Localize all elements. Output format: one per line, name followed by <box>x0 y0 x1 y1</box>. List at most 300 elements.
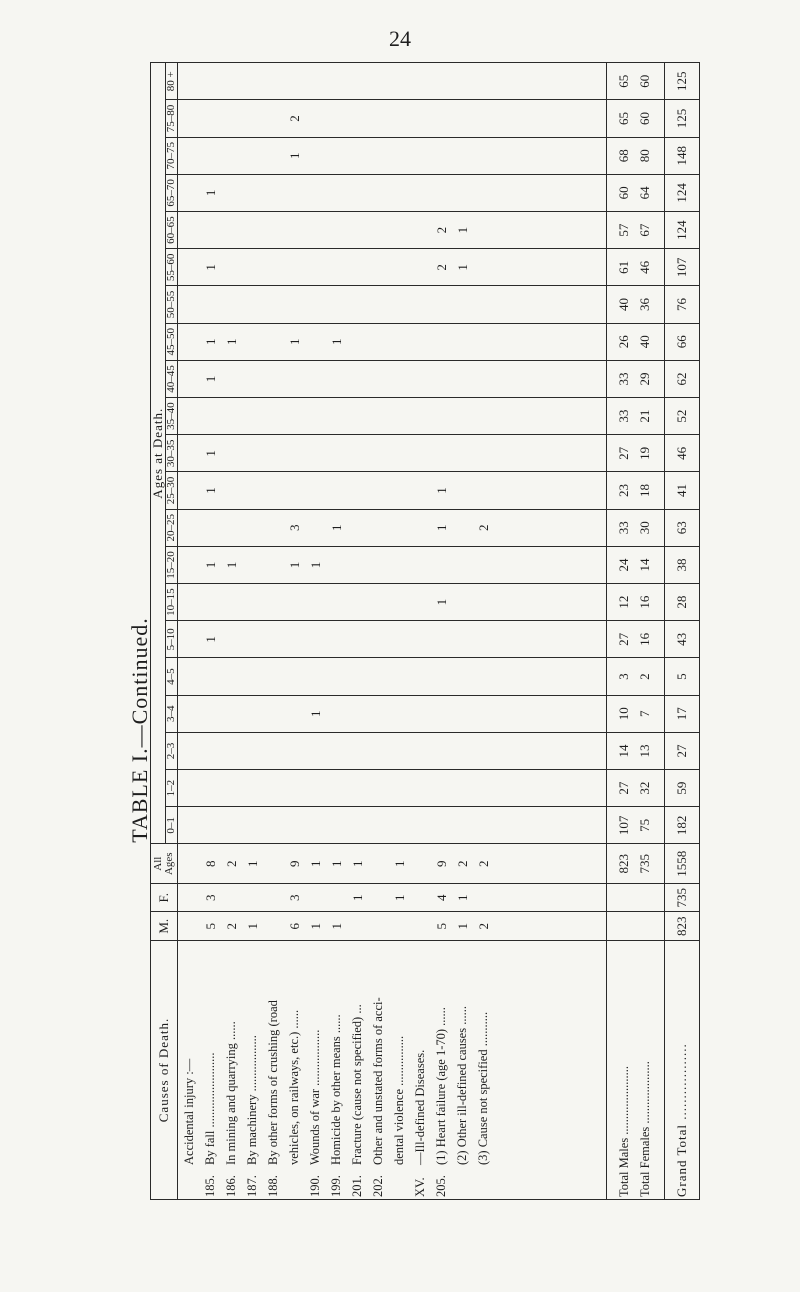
total-females-age: 16 <box>637 632 653 646</box>
age-count <box>409 437 430 469</box>
grand-total-m: 823 <box>665 912 700 941</box>
cause-row <box>472 943 493 1197</box>
age-count <box>241 400 262 432</box>
age-group-header: 80 + <box>165 63 178 100</box>
age-count <box>199 140 220 172</box>
age-count <box>430 288 451 320</box>
age-count <box>262 660 283 692</box>
total-males-age: 40 <box>616 298 632 312</box>
age-count <box>346 474 367 506</box>
age-count: 1 <box>287 561 303 569</box>
age-count <box>367 177 388 209</box>
total-age-cell <box>606 63 664 100</box>
all-ages-count: 1 <box>392 860 408 867</box>
total-males-age: 65 <box>616 112 632 126</box>
age-column-cell <box>178 509 607 546</box>
age-count <box>304 65 325 97</box>
all-ages-count: 1 <box>329 860 345 867</box>
age-column-cell <box>178 286 607 323</box>
age-count <box>388 214 409 246</box>
age-count <box>199 809 220 841</box>
age-count <box>220 102 241 134</box>
age-column-cell <box>178 546 607 583</box>
age-count <box>346 251 367 283</box>
cause-text: Other and unstated forms of acci- <box>371 997 386 1165</box>
age-group-header: 45–50 <box>165 323 178 360</box>
age-count <box>472 326 493 358</box>
age-count <box>220 660 241 692</box>
age-count <box>451 772 472 804</box>
female-count <box>220 886 241 910</box>
age-count <box>367 549 388 581</box>
age-count <box>220 735 241 767</box>
cause-code: 202. <box>371 1175 386 1197</box>
age-count: 1 <box>434 598 450 606</box>
age-count <box>388 102 409 134</box>
age-count <box>262 735 283 767</box>
total-age-cell <box>606 435 664 472</box>
age-count <box>472 363 493 395</box>
age-count <box>472 735 493 767</box>
grand-total-label: Grand Total .................. <box>665 941 700 1200</box>
total-age-cell <box>606 807 664 844</box>
age-column-cell <box>178 137 607 174</box>
age-count: 1 <box>287 152 303 159</box>
age-count <box>241 65 262 97</box>
age-count <box>409 177 430 209</box>
age-count: 1 <box>455 264 471 271</box>
age-count <box>388 65 409 97</box>
age-count <box>304 474 325 506</box>
age-count <box>472 698 493 730</box>
female-count: 4 <box>434 894 450 901</box>
age-count: 2 <box>476 524 492 531</box>
age-count <box>472 549 493 581</box>
age-count <box>346 623 367 655</box>
age-count <box>346 140 367 172</box>
grand-total-age: 125 <box>665 63 700 100</box>
age-count <box>367 772 388 804</box>
age-count <box>409 735 430 767</box>
age-count <box>367 140 388 172</box>
age-count <box>325 549 346 581</box>
age-count <box>451 735 472 767</box>
total-age-cell <box>606 137 664 174</box>
age-count <box>451 809 472 841</box>
age-count <box>304 251 325 283</box>
age-count <box>388 512 409 544</box>
age-count <box>451 363 472 395</box>
total-males-age: 24 <box>616 558 632 572</box>
age-count <box>304 140 325 172</box>
age-count <box>283 214 304 246</box>
age-column-cell <box>178 323 607 360</box>
age-count <box>346 214 367 246</box>
age-count <box>409 698 430 730</box>
age-column-cell <box>178 100 607 137</box>
age-count: 1 <box>434 524 450 531</box>
cause-row <box>178 943 199 1197</box>
female-count <box>262 886 283 910</box>
age-count <box>283 735 304 767</box>
age-count <box>262 102 283 134</box>
age-count <box>199 772 220 804</box>
age-group-header: 60–65 <box>165 212 178 249</box>
totals-labels <box>606 941 664 1200</box>
age-count <box>283 400 304 432</box>
age-count <box>199 735 220 767</box>
age-count <box>346 437 367 469</box>
cause-row <box>325 943 346 1197</box>
total-males-age: 33 <box>616 521 632 535</box>
age-count <box>430 140 451 172</box>
age-count <box>220 437 241 469</box>
cause-row <box>388 943 409 1197</box>
age-group-header: 20–25 <box>165 509 178 546</box>
age-count: 2 <box>287 115 303 122</box>
age-count <box>178 363 199 395</box>
cause-row <box>430 943 451 1197</box>
age-count <box>325 177 346 209</box>
age-count <box>199 288 220 320</box>
age-count <box>262 549 283 581</box>
age-count <box>241 177 262 209</box>
cause-row <box>199 943 220 1197</box>
age-count: 1 <box>434 487 450 494</box>
females-header: F. <box>151 883 178 912</box>
age-count <box>262 288 283 320</box>
total-age-cell <box>606 695 664 732</box>
age-group-header: 65–70 <box>165 174 178 211</box>
age-count <box>199 512 220 544</box>
age-count <box>283 65 304 97</box>
grand-total-all: 1558 <box>665 844 700 884</box>
male-count: 2 <box>476 923 492 930</box>
age-count <box>241 214 262 246</box>
age-count <box>262 363 283 395</box>
total-males-age: 68 <box>616 149 632 163</box>
age-group-header: 10–15 <box>165 584 178 621</box>
cause-code: 190. <box>308 1175 323 1197</box>
cause-text: Fracture (cause not specified) ... <box>350 1004 365 1165</box>
age-column-cell <box>178 435 607 472</box>
page-number: 24 <box>389 26 411 51</box>
age-count <box>304 102 325 134</box>
all-ages-count <box>262 846 283 881</box>
age-count <box>388 288 409 320</box>
age-count <box>388 735 409 767</box>
age-count <box>304 512 325 544</box>
age-count <box>451 512 472 544</box>
ages-at-death-header: Ages at Death. <box>151 63 166 844</box>
grand-total-age: 148 <box>665 137 700 174</box>
age-count <box>241 735 262 767</box>
age-count <box>451 660 472 692</box>
age-count <box>283 586 304 618</box>
age-count <box>304 437 325 469</box>
age-group-header: 75–80 <box>165 100 178 137</box>
male-count <box>262 915 283 939</box>
age-count <box>409 65 430 97</box>
age-count <box>283 623 304 655</box>
female-count <box>367 886 388 910</box>
grand-total-age: 182 <box>665 807 700 844</box>
age-count <box>388 400 409 432</box>
male-count <box>388 915 409 939</box>
age-count <box>178 809 199 841</box>
cause-code: 186. <box>224 1175 239 1197</box>
age-count <box>241 549 262 581</box>
age-group-header: 0–1 <box>165 807 178 844</box>
cause-text: —Ill-defined Diseases. <box>413 1049 428 1165</box>
age-count <box>241 140 262 172</box>
age-count <box>472 102 493 134</box>
age-count <box>325 65 346 97</box>
all-ages-count <box>367 846 388 881</box>
total-males-age: 27 <box>616 781 632 795</box>
causes-header: Causes of Death. <box>151 941 178 1200</box>
total-males-all-ages: 823 <box>616 853 632 874</box>
total-males-age: 26 <box>616 335 632 349</box>
age-count <box>430 735 451 767</box>
total-females-age: 40 <box>637 335 653 349</box>
age-count <box>346 698 367 730</box>
age-count <box>472 214 493 246</box>
cause-row <box>220 943 241 1197</box>
age-count <box>241 251 262 283</box>
age-count <box>472 623 493 655</box>
age-count <box>325 251 346 283</box>
age-count <box>451 326 472 358</box>
total-females-age: 30 <box>637 521 653 535</box>
age-count: 1 <box>203 636 219 643</box>
age-count <box>472 140 493 172</box>
total-age-cell <box>606 658 664 695</box>
age-group-header: 2–3 <box>165 732 178 769</box>
age-group-header: 50–55 <box>165 286 178 323</box>
total-age-cell <box>606 174 664 211</box>
male-count: 5 <box>203 923 219 930</box>
age-count <box>430 65 451 97</box>
grand-total-age: 125 <box>665 100 700 137</box>
grand-total-age: 76 <box>665 286 700 323</box>
all-ages-count: 9 <box>287 860 303 867</box>
age-count <box>283 698 304 730</box>
age-count <box>283 177 304 209</box>
female-count: 1 <box>455 894 471 901</box>
age-count <box>220 140 241 172</box>
age-count: 1 <box>203 338 219 345</box>
total-males-label: Total Males ...................... <box>617 1065 632 1197</box>
cause-code: 185. <box>203 1175 218 1197</box>
age-group-header: 5–10 <box>165 621 178 658</box>
age-count <box>388 363 409 395</box>
age-count <box>409 512 430 544</box>
age-count <box>430 660 451 692</box>
total-females-all-ages: 735 <box>637 853 653 874</box>
age-count <box>199 214 220 246</box>
age-count <box>283 660 304 692</box>
age-column-cell <box>178 472 607 509</box>
age-count <box>304 400 325 432</box>
age-count <box>178 474 199 506</box>
age-count <box>220 586 241 618</box>
age-count <box>388 326 409 358</box>
age-count <box>241 586 262 618</box>
male-counts <box>178 912 607 941</box>
cause-row <box>262 943 283 1197</box>
age-count <box>430 177 451 209</box>
cause-text: By fall ........................ <box>203 1052 218 1165</box>
age-column-cell <box>178 584 607 621</box>
total-females-age: 36 <box>637 298 653 312</box>
total-males-age: 12 <box>616 595 632 609</box>
age-count <box>304 735 325 767</box>
age-count <box>367 512 388 544</box>
age-count <box>430 809 451 841</box>
total-females-age: 46 <box>637 260 653 274</box>
age-count <box>430 549 451 581</box>
all-ages-count: 2 <box>476 860 492 867</box>
grand-total-age: 66 <box>665 323 700 360</box>
age-count <box>241 512 262 544</box>
age-count <box>241 363 262 395</box>
age-count <box>304 772 325 804</box>
age-count <box>409 363 430 395</box>
age-count <box>325 772 346 804</box>
age-count <box>388 140 409 172</box>
cause-row <box>283 943 304 1197</box>
age-count <box>388 474 409 506</box>
cause-text: (1) Heart failure (age 1-70) ...... <box>434 1007 449 1165</box>
cause-text: dental violence ................ <box>392 1035 407 1165</box>
age-count <box>472 251 493 283</box>
age-count <box>325 586 346 618</box>
age-count <box>325 735 346 767</box>
age-count: 1 <box>224 561 240 569</box>
age-count <box>388 623 409 655</box>
cause-text: In mining and quarrying ...... <box>224 1021 239 1165</box>
age-column-cell <box>178 732 607 769</box>
age-count <box>178 437 199 469</box>
age-count <box>178 400 199 432</box>
grand-total-age: 46 <box>665 435 700 472</box>
age-count <box>367 400 388 432</box>
age-column-cell <box>178 621 607 658</box>
total-age-cell <box>606 212 664 249</box>
total-females-age: 32 <box>637 781 653 795</box>
cause-text: By machinery .................. <box>245 1035 260 1165</box>
age-count <box>283 474 304 506</box>
age-count <box>220 474 241 506</box>
age-count <box>178 140 199 172</box>
age-count <box>178 288 199 320</box>
age-count <box>220 400 241 432</box>
male-count: 1 <box>455 923 471 930</box>
age-count <box>241 102 262 134</box>
cause-text: Homicide by other means ...... <box>329 1014 344 1165</box>
total-males-age: 14 <box>616 744 632 758</box>
total-males-age: 27 <box>616 632 632 646</box>
all-ages-count: 1 <box>245 860 261 867</box>
age-count <box>241 437 262 469</box>
age-group-header: 35–40 <box>165 398 178 435</box>
all-ages-count: 8 <box>203 860 219 867</box>
age-count <box>262 437 283 469</box>
all-ages-count <box>409 846 430 881</box>
grand-total-row <box>665 63 700 1200</box>
age-count <box>199 586 220 618</box>
age-count: 1 <box>203 375 219 383</box>
cause-text: Accidental injury :— <box>182 1058 197 1165</box>
age-count <box>283 437 304 469</box>
male-count <box>346 915 367 939</box>
cause-row <box>367 943 388 1197</box>
grand-total-f: 735 <box>665 883 700 912</box>
grand-total-age: 62 <box>665 360 700 397</box>
total-age-cell <box>606 621 664 658</box>
age-count <box>451 549 472 581</box>
age-count <box>430 698 451 730</box>
age-count <box>367 288 388 320</box>
age-count <box>367 251 388 283</box>
age-count <box>325 809 346 841</box>
cause-row <box>409 943 430 1197</box>
female-count <box>472 886 493 910</box>
age-count <box>409 809 430 841</box>
grand-total-age: 52 <box>665 398 700 435</box>
age-count <box>178 735 199 767</box>
total-age-cell <box>606 732 664 769</box>
total-females-age: 60 <box>637 74 653 88</box>
male-count <box>409 915 430 939</box>
age-count <box>178 586 199 618</box>
age-column-cell <box>178 658 607 695</box>
age-count <box>409 623 430 655</box>
age-count <box>409 251 430 283</box>
age-count <box>178 549 199 581</box>
female-count: 1 <box>392 894 408 901</box>
age-count <box>220 623 241 655</box>
age-count: 1 <box>203 264 219 271</box>
age-count <box>472 809 493 841</box>
age-count <box>451 288 472 320</box>
age-count <box>451 102 472 134</box>
age-count <box>199 102 220 134</box>
age-count <box>451 698 472 730</box>
total-males-age: 61 <box>616 260 632 274</box>
age-count <box>409 326 430 358</box>
age-column-cell <box>178 63 607 100</box>
age-count <box>430 772 451 804</box>
cause-row <box>346 943 367 1197</box>
total-females-age: 64 <box>637 186 653 200</box>
total-males-age: 33 <box>616 372 632 386</box>
age-count <box>472 65 493 97</box>
age-count: 1 <box>329 524 345 531</box>
age-count <box>367 363 388 395</box>
age-count <box>451 177 472 209</box>
all-ages-count: 9 <box>434 860 450 867</box>
total-age-cell <box>606 509 664 546</box>
age-count <box>325 214 346 246</box>
total-males-age: 57 <box>616 223 632 237</box>
age-count <box>346 326 367 358</box>
age-count: 1 <box>203 487 219 494</box>
age-count <box>241 288 262 320</box>
total-males-age: 33 <box>616 409 632 423</box>
age-count <box>220 512 241 544</box>
